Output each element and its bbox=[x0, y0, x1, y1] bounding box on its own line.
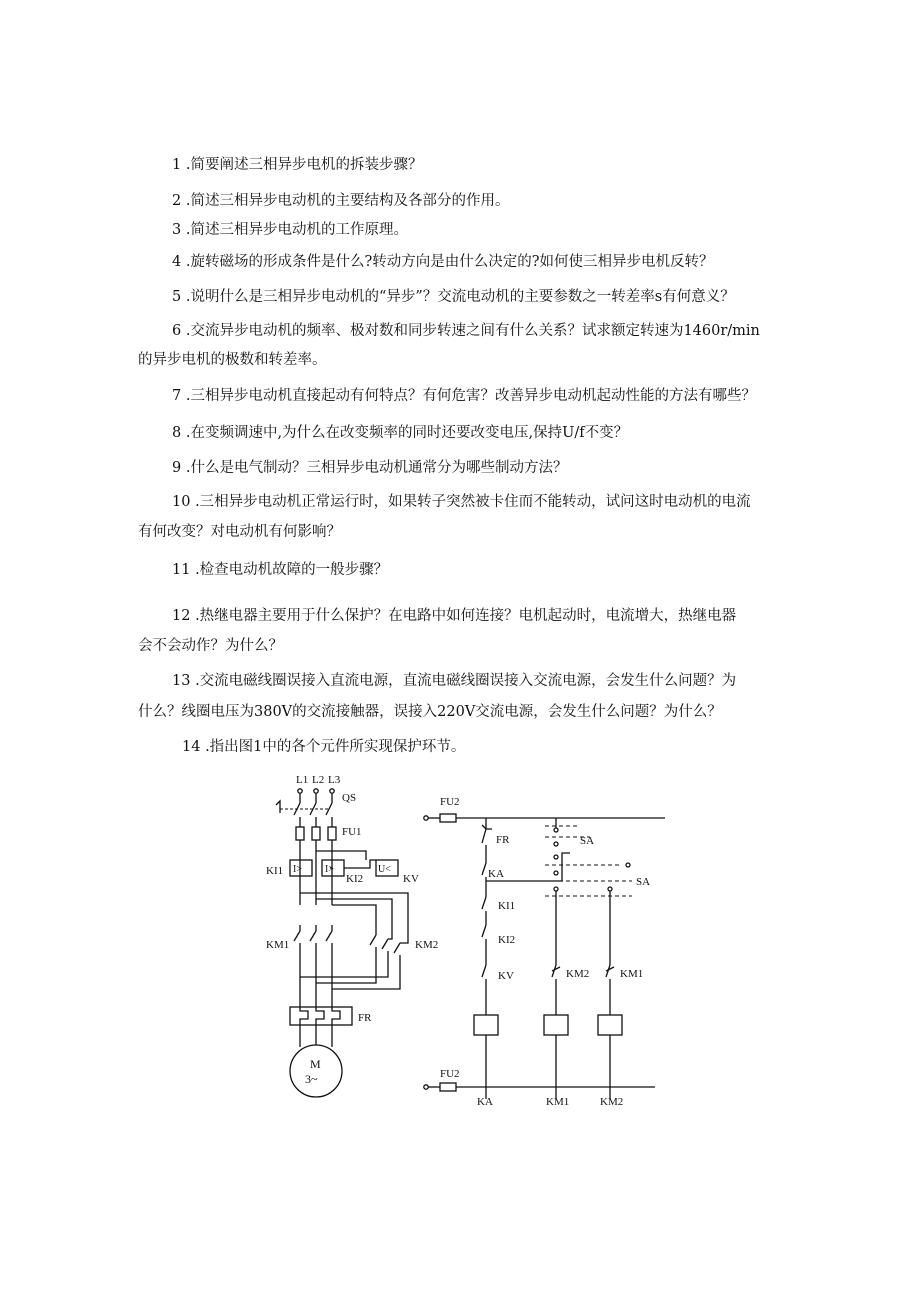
question-12-continuation: 会不会动作？为什么？ bbox=[138, 638, 283, 654]
label-km1-contact: KM1 bbox=[620, 968, 644, 980]
question-6 bbox=[172, 321, 760, 341]
label-km1: KM1 bbox=[266, 939, 290, 951]
question-number: 5 bbox=[172, 289, 182, 305]
question-number: 12 bbox=[172, 608, 191, 624]
question-text: .在变频调速中,为什么在改变频率的同时还要改变电压,保持U/f不变？ bbox=[185, 425, 629, 441]
label-motor: M bbox=[310, 1057, 321, 1071]
question-4 bbox=[172, 252, 714, 272]
circuit-diagram bbox=[260, 765, 670, 1114]
question-number: 6 bbox=[172, 323, 182, 339]
label-km2-contact: KM2 bbox=[566, 968, 590, 980]
question-14 bbox=[182, 737, 465, 757]
question-number: 3 bbox=[172, 222, 182, 238]
label-ki1: KI1 bbox=[266, 865, 284, 877]
question-text: .检查电动机故障的一般步骤？ bbox=[195, 562, 389, 578]
label-fu1: FU1 bbox=[342, 826, 362, 838]
question-11 bbox=[172, 560, 388, 580]
question-number: 11 bbox=[172, 562, 191, 578]
svg-text:I>: I> bbox=[293, 864, 302, 875]
question-5 bbox=[172, 287, 735, 307]
label-ki2-contact: KI2 bbox=[498, 934, 516, 946]
question-3 bbox=[172, 220, 408, 240]
question-number: 8 bbox=[172, 425, 182, 441]
question-text: .交流电磁线圈误接入直流电源，直流电磁线圈误接入交流电源，会发生什么问题？为 bbox=[195, 673, 737, 689]
question-6-continuation: 的异步电机的极数和转差率。 bbox=[138, 352, 327, 368]
question-text: .交流异步电动机的频率、极对数和同步转速之间有什么关系？试求额定转速为1460r/min bbox=[185, 323, 760, 339]
label-ka-contact: KA bbox=[488, 868, 504, 880]
question-number: 2 bbox=[172, 193, 182, 209]
question-2 bbox=[172, 191, 509, 211]
svg-text:U<: U< bbox=[378, 864, 391, 875]
label-fr-contact: FR bbox=[496, 834, 510, 846]
question-13 bbox=[172, 671, 736, 691]
label-l3: L3 bbox=[328, 774, 341, 786]
label-ki2: KI2 bbox=[346, 873, 364, 885]
label-ki1-contact: KI1 bbox=[498, 900, 516, 912]
question-9 bbox=[172, 458, 567, 478]
label-kv-contact: KV bbox=[498, 970, 514, 982]
question-number: 13 bbox=[172, 673, 191, 689]
label-coil-km2: KM2 bbox=[600, 1096, 624, 1108]
question-text: .简要阐述三相异步电机的拆装步骤？ bbox=[185, 157, 423, 173]
label-coil-km1: KM1 bbox=[546, 1096, 570, 1108]
question-text: .说明什么是三相异步电动机的“异步”？交流电动机的主要参数之一转差率s有何意义？ bbox=[185, 289, 735, 305]
svg-text:I>: I> bbox=[325, 864, 334, 875]
label-coil-ka: KA bbox=[477, 1096, 493, 1108]
question-number: 1 bbox=[172, 157, 182, 173]
question-text: .简述三相异步电动机的主要结构及各部分的作用。 bbox=[185, 193, 510, 209]
question-text: .简述三相异步电动机的工作原理。 bbox=[185, 222, 408, 238]
label-fr: FR bbox=[358, 1012, 372, 1024]
question-1 bbox=[172, 155, 422, 175]
label-fu2-bottom: FU2 bbox=[440, 1068, 460, 1080]
question-text: .旋转磁场的形成条件是什么?转动方向是由什么决定的?如何使三相异步电机反转？ bbox=[185, 254, 714, 270]
label-sa-bottom: SA bbox=[636, 876, 651, 888]
label-qs: QS bbox=[342, 792, 357, 804]
question-8 bbox=[172, 423, 628, 443]
question-number: 9 bbox=[172, 460, 182, 476]
question-text: .什么是电气制动？三相异步电动机通常分为哪些制动方法？ bbox=[185, 460, 568, 476]
label-sa-top: SA bbox=[580, 835, 595, 847]
label-fu2-top: FU2 bbox=[440, 796, 460, 808]
question-7 bbox=[172, 386, 756, 406]
label-l2: L2 bbox=[312, 774, 325, 786]
question-number: 10 bbox=[172, 494, 191, 510]
question-10-continuation: 有何改变？对电动机有何影响？ bbox=[138, 524, 341, 540]
question-number: 14 bbox=[182, 739, 201, 755]
label-kv: KV bbox=[403, 873, 419, 885]
question-13-continuation: 什么？线圈电压为380V的交流接触器，误接入220V交流电源，会发生什么问题？为什么？ bbox=[138, 704, 722, 720]
question-number: 4 bbox=[172, 254, 182, 270]
question-12 bbox=[172, 606, 736, 626]
label-motor-phase: 3~ bbox=[305, 1072, 318, 1086]
question-text: .三相异步电动机直接起动有何特点？有何危害？改善异步电动机起动性能的方法有哪些？ bbox=[185, 388, 756, 404]
question-text: .热继电器主要用于什么保护？在电路中如何连接？电机起动时，电流增大，热继电器 bbox=[195, 608, 737, 624]
question-text: .指出图1中的各个元件所实现保护环节。 bbox=[205, 739, 466, 755]
question-text: .三相异步电动机正常运行时，如果转子突然被卡住而不能转动，试问这时电动机的电流 bbox=[195, 494, 751, 510]
question-10 bbox=[172, 492, 751, 512]
label-l1: L1 bbox=[296, 774, 309, 786]
question-number: 7 bbox=[172, 388, 182, 404]
label-km2: KM2 bbox=[415, 939, 439, 951]
